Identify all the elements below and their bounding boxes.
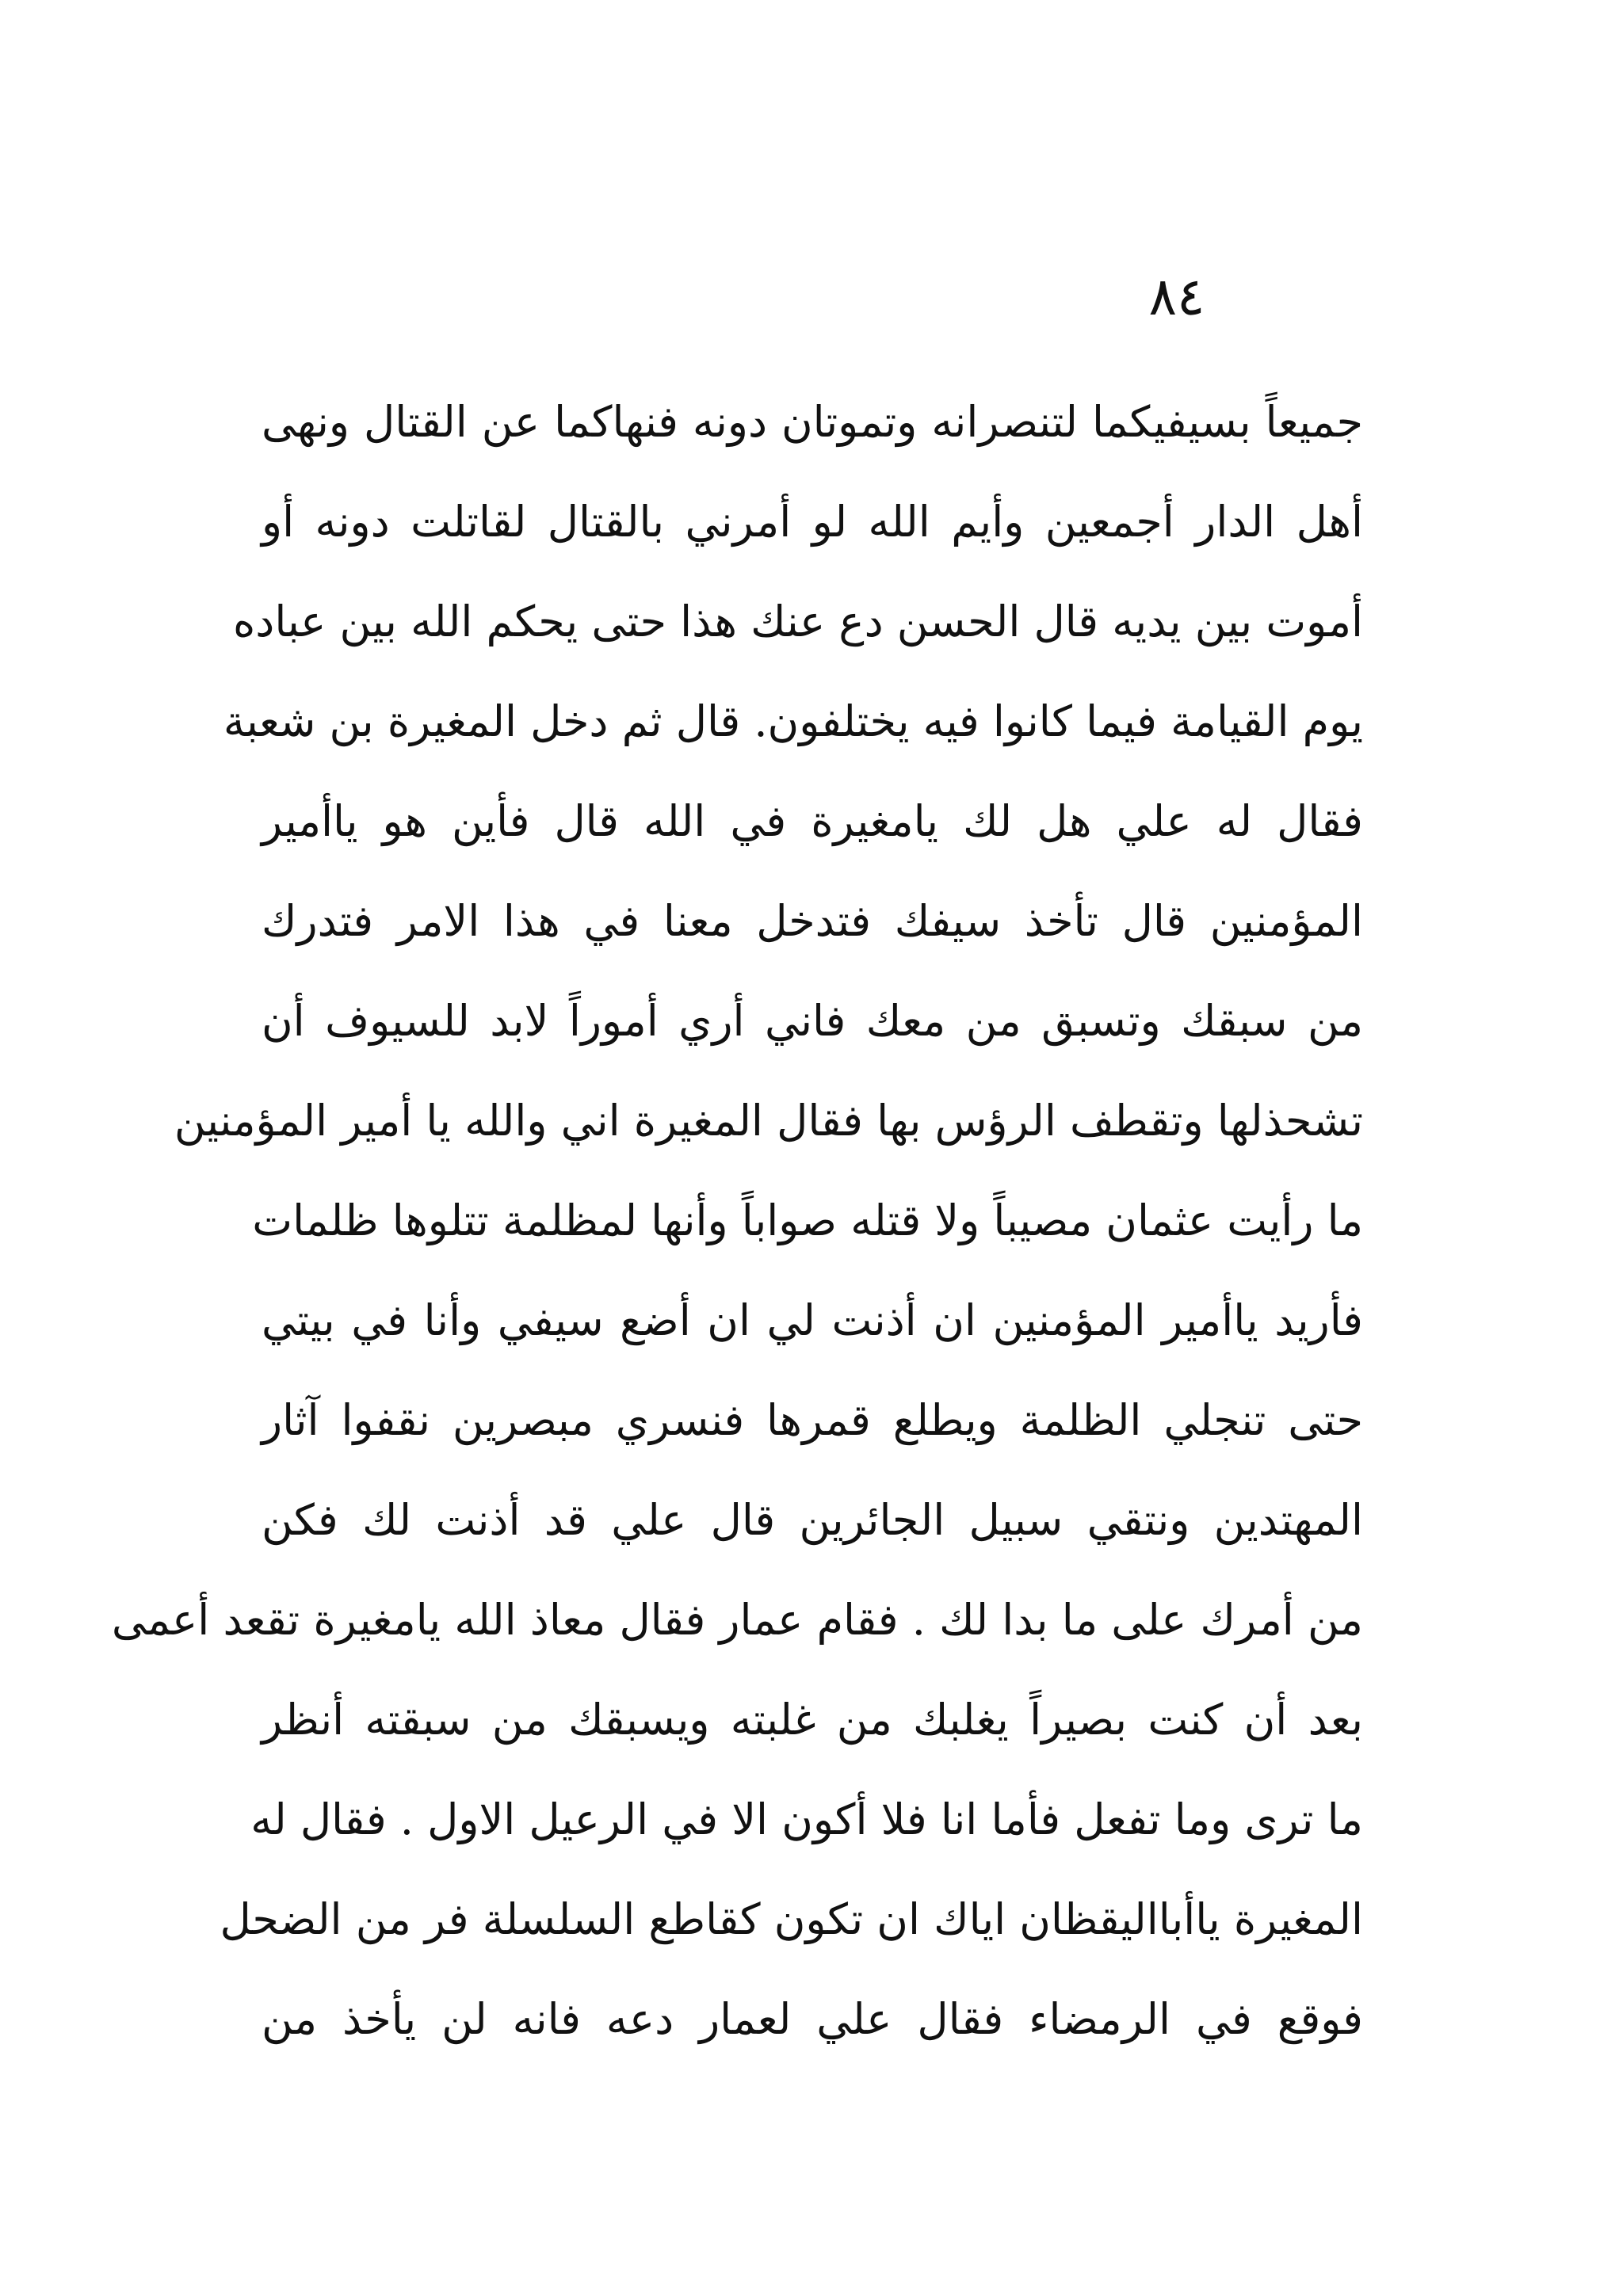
page-number: ٨٤ bbox=[1148, 266, 1205, 327]
text-line: أموت بين يديه قال الحسن دع عنك هذا حتى يحكم الله بين عباده bbox=[233, 597, 1363, 646]
text-line: فأريد ياأمير المؤمنين ان أذنت لي ان أضع سيفي وأنا في بيتي bbox=[262, 1295, 1363, 1345]
text-line: فقال له علي هل لك يامغيرة في الله قال فأين هو ياأمير bbox=[262, 796, 1363, 846]
text-line: من أمرك على ما بدا لك . فقام عمار فقال معاذ الله يامغيرة تقعد أعمى bbox=[111, 1595, 1363, 1645]
text-line: ما ترى وما تفعل فأما انا فلا أكون الا في الرعيل الاول . فقال له bbox=[250, 1794, 1363, 1844]
text-line: أهل الدار أجمعين وأيم الله لو أمرني بالقتال لقاتلت دونه أو bbox=[262, 497, 1363, 547]
text-line: المؤمنين قال تأخذ سيفك فتدخل معنا في هذا الامر فتدرك bbox=[262, 896, 1363, 946]
text-line: جميعاً بسيفيكما لتنصرانه وتموتان دونه فنهاكما عن القتال ونهى bbox=[262, 397, 1363, 447]
text-line: تشحذلها وتقطف الرؤس بها فقال المغيرة اني والله يا أمير المؤمنين bbox=[174, 1096, 1363, 1146]
text-line: يوم القيامة فيما كانوا فيه يختلفون. قال ثم دخل المغيرة بن شعبة bbox=[223, 696, 1363, 746]
text-line: فوقع في الرمضاء فقال علي لعمار دعه فانه لن يأخذ من bbox=[262, 1994, 1363, 2044]
text-line: ما رأيت عثمان مصيباً ولا قتله صواباً وأنها لمظلمة تتلوها ظلمات bbox=[252, 1196, 1363, 1245]
body-text bbox=[111, 372, 1363, 2069]
text-line: المهتدين ونتقي سبيل الجائرين قال علي قد أذنت لك فكن bbox=[262, 1495, 1363, 1545]
text-line: بعد أن كنت بصيراً يغلبك من غلبته ويسبقك من سبقته أنظر bbox=[262, 1695, 1363, 1745]
text-line: المغيرة ياأبااليقظان اياك ان تكون كقاطع السلسلة فر من الضحل bbox=[220, 1894, 1363, 1944]
text-line: حتى تنجلي الظلمة ويطلع قمرها فنسري مبصرين نقفوا آثار bbox=[262, 1395, 1363, 1445]
text-line: من سبقك وتسبق من معك فاني أري أموراً لابد للسيوف أن bbox=[262, 996, 1363, 1046]
